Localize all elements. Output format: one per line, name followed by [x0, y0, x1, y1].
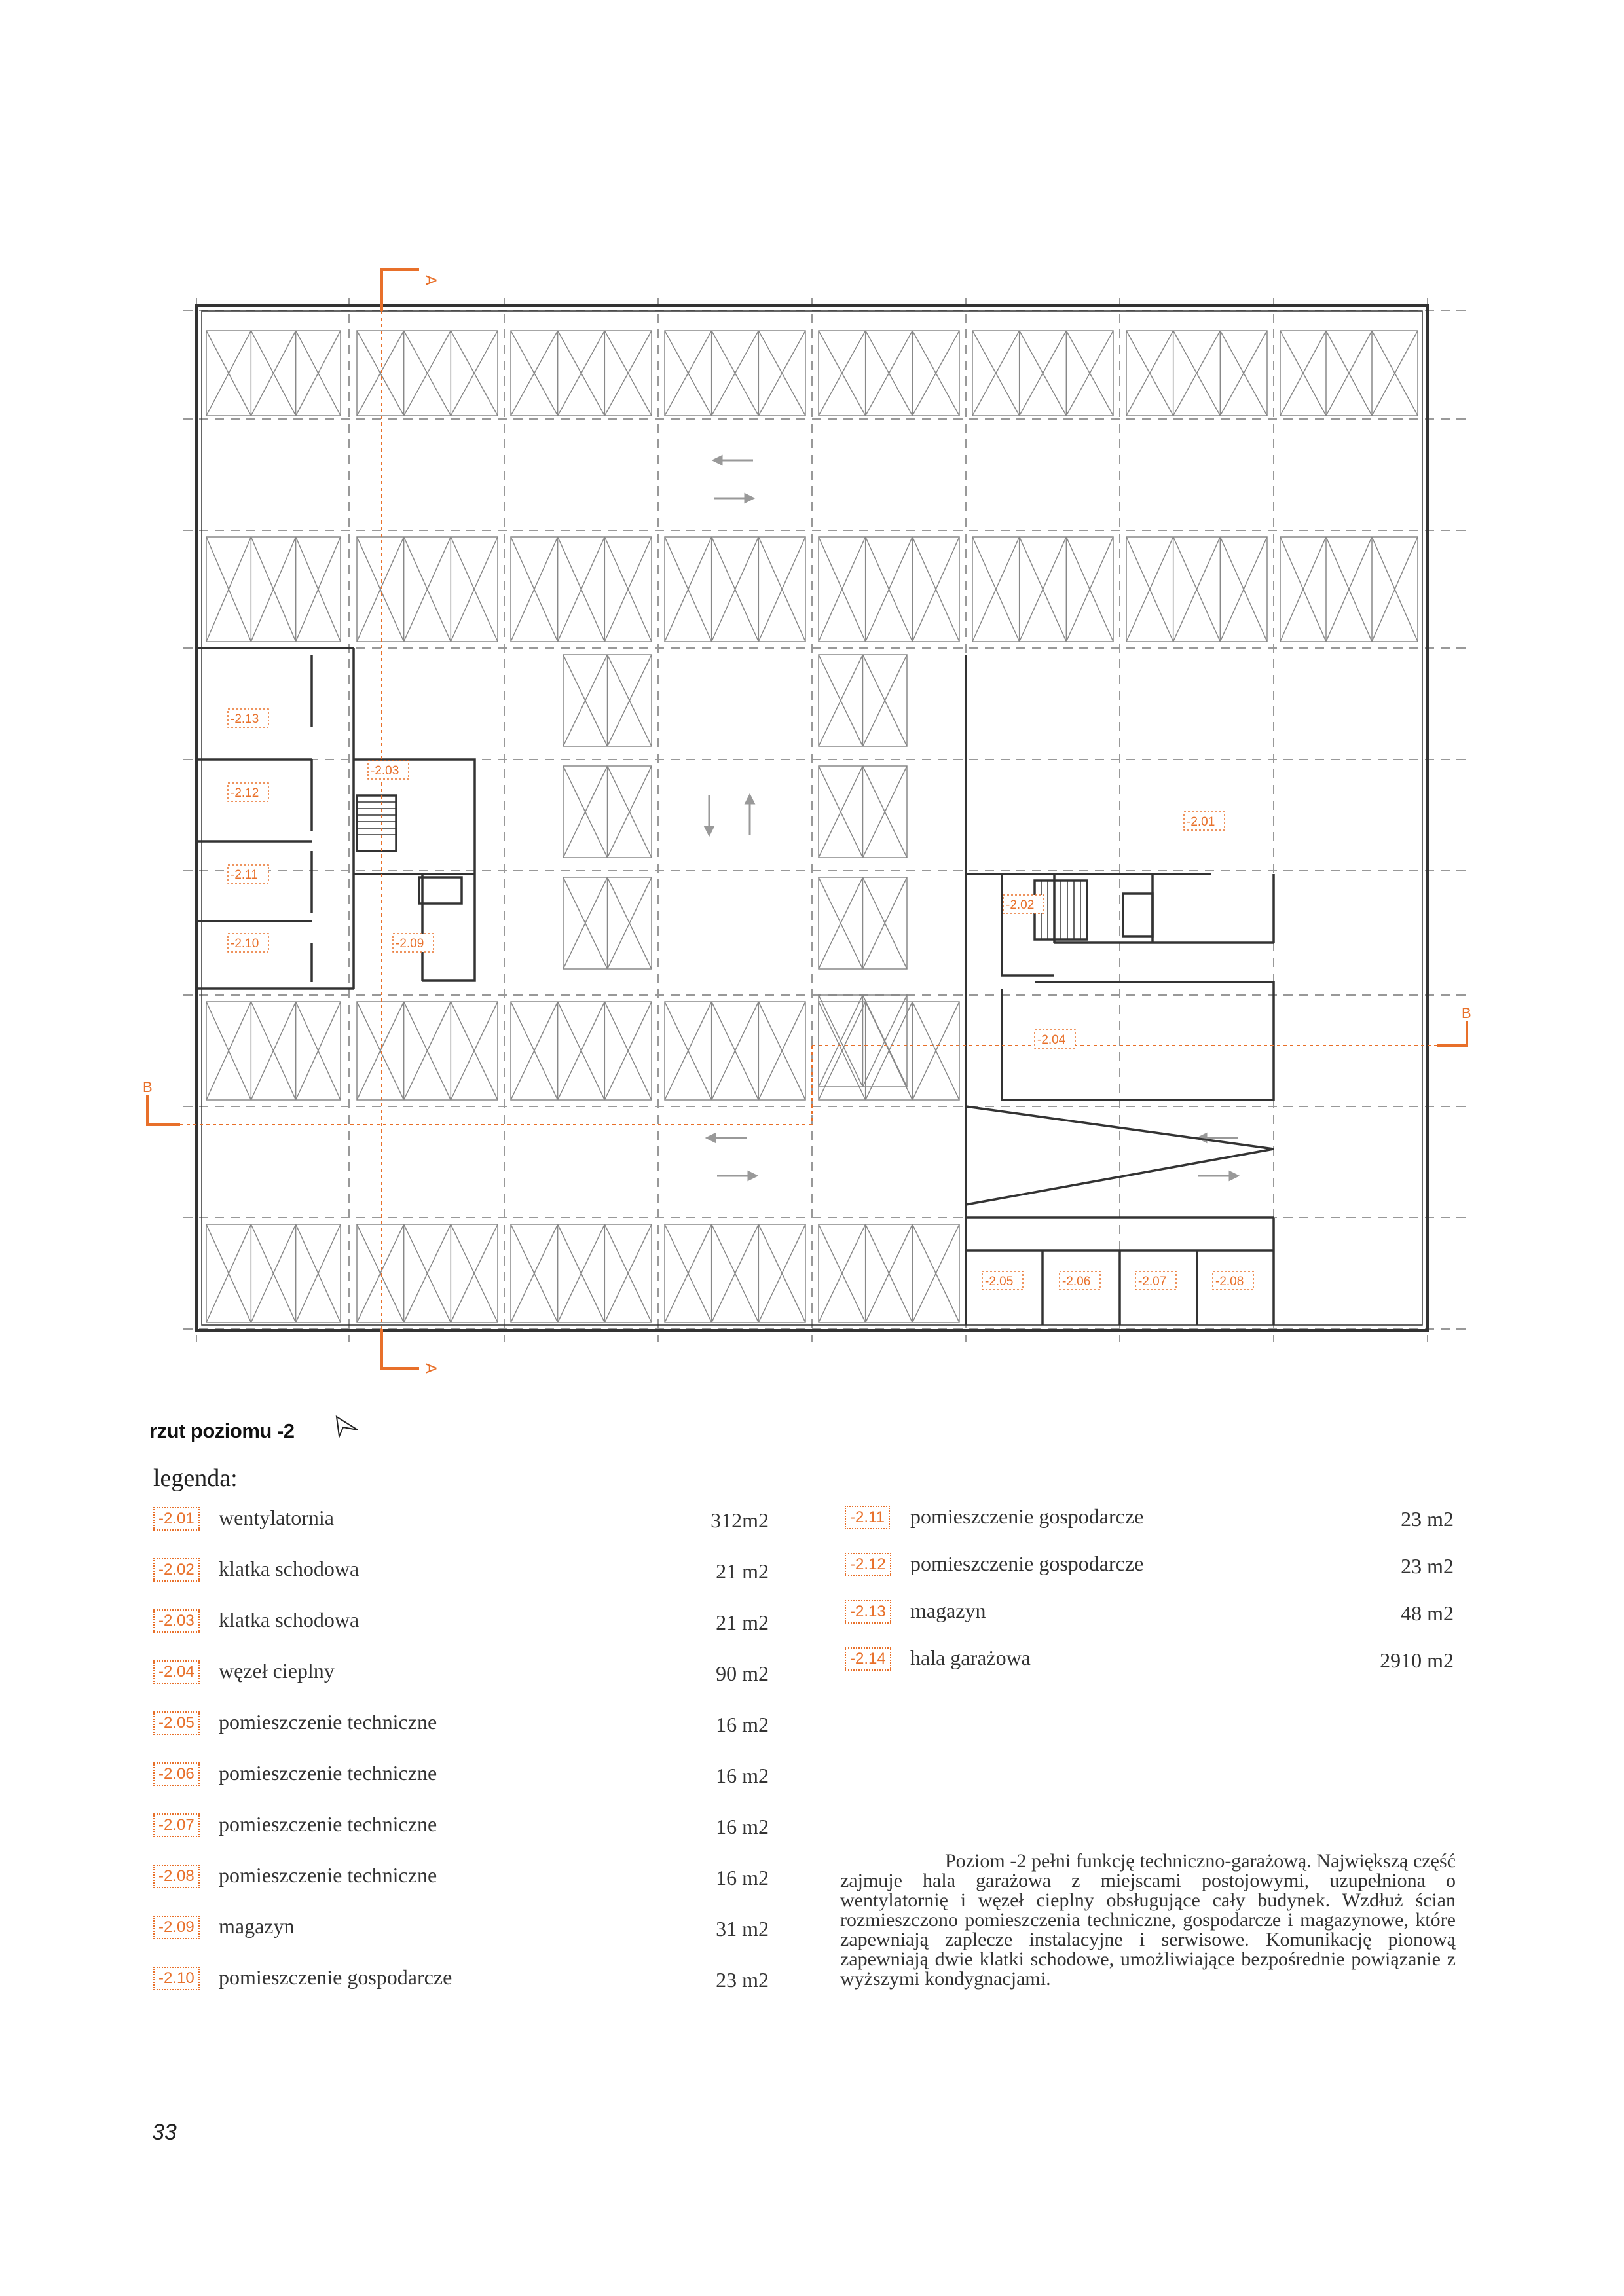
parking-bay	[819, 877, 907, 969]
parking-bay	[665, 1224, 805, 1322]
room-tag	[1213, 1271, 1253, 1290]
legend-row	[845, 1553, 1454, 1586]
parking-bay	[511, 331, 652, 416]
room-tag-label: -2.08	[1215, 1275, 1244, 1288]
room-tag	[1184, 812, 1225, 830]
legend-area: 23 m2	[1401, 1554, 1454, 1578]
legend-code: -2.12	[845, 1553, 891, 1576]
legend-name: magazyn	[219, 1914, 295, 1938]
legend-code: -2.11	[845, 1506, 890, 1529]
legend-row	[845, 1647, 1454, 1680]
legend-row	[153, 1813, 769, 1846]
legend-title: legenda:	[153, 1465, 238, 1492]
legend-area: 21 m2	[716, 1611, 769, 1634]
legend-name: hala garażowa	[910, 1646, 1031, 1669]
interior-walls	[196, 648, 1274, 1325]
room-tag-label: -2.06	[1062, 1275, 1091, 1288]
legend-row	[153, 1558, 769, 1591]
legend-area: 23 m2	[1401, 1507, 1454, 1531]
parking-bay	[206, 1002, 341, 1100]
legend-code: -2.10	[153, 1967, 200, 1990]
parking-bay	[819, 537, 959, 642]
parking-bay	[357, 537, 498, 642]
parking-bay	[511, 1002, 652, 1100]
legend-row	[153, 1711, 769, 1744]
room-tag	[368, 761, 409, 779]
room-tag-label: -2.09	[396, 937, 424, 951]
legend-area: 16 m2	[716, 1866, 769, 1889]
parking-bay	[563, 877, 652, 969]
legend-name: klatka schodowa	[219, 1557, 360, 1580]
description-paragraph: Poziom -2 pełni funkcję techniczno-garażową. Największą część zajmuje hala garażowa z miejscami postojowymi, uzupełniona o wentylatornię i węzeł cieplny obsługujące cały budynek. Wzdłuż ścian rozmieszczono pomieszczenia techniczne, gospodarcze i magazynowe, które zapewniają zaplecze instalacyjne i serwisowe. Komunikację pionową zapewniają dwie klatki schodowe, umożliwiające bezpośrednie powiązanie z wyższymi kondygnacjami.	[840, 1850, 1456, 1990]
room-tag-label: -2.01	[1187, 815, 1215, 829]
legend-code: -2.08	[153, 1865, 200, 1888]
legend-code: -2.07	[153, 1813, 200, 1837]
legend-name: węzeł cieplny	[219, 1659, 335, 1683]
parking-bay	[819, 766, 907, 858]
parking-bay	[819, 331, 959, 416]
parking-bay	[357, 331, 498, 416]
parking-bay	[1126, 537, 1267, 642]
legend-row	[153, 1916, 769, 1948]
parking-bay	[1280, 537, 1418, 642]
room-tag	[393, 934, 434, 952]
room-tag-label: -2.02	[1006, 898, 1035, 912]
structural-grid	[183, 298, 1467, 1342]
room-tag	[228, 709, 268, 727]
parking-bay	[819, 1002, 959, 1100]
parking-bay	[206, 331, 341, 416]
parking-bay	[819, 1224, 959, 1322]
parking-bay	[206, 1224, 341, 1322]
parking-bay	[819, 655, 907, 746]
room-tag-label: -2.04	[1037, 1033, 1066, 1047]
legend-code: -2.09	[153, 1916, 200, 1939]
legend-code: -2.13	[845, 1600, 891, 1624]
parking-bay	[563, 766, 652, 858]
parking-bay	[972, 537, 1113, 642]
legend-name: pomieszczenie techniczne	[219, 1761, 437, 1785]
legend-area: 2910 m2	[1380, 1649, 1454, 1672]
room-tag	[1003, 895, 1044, 913]
legend-area: 48 m2	[1401, 1601, 1454, 1625]
legend-code: -2.06	[153, 1762, 200, 1786]
plan-caption: rzut poziomu -2	[149, 1419, 295, 1442]
legend-area: 23 m2	[716, 1968, 769, 1992]
parking-bay	[563, 655, 652, 746]
legend-code: -2.14	[845, 1647, 891, 1671]
legend-row	[845, 1600, 1454, 1633]
page-number: 33	[152, 2120, 177, 2145]
legend-code: -2.02	[153, 1558, 200, 1582]
legend-name: pomieszczenie gospodarcze	[219, 1965, 452, 1989]
legend-row	[153, 1967, 769, 1999]
room-tag-label: -2.10	[231, 937, 259, 951]
legend-area: 90 m2	[716, 1662, 769, 1685]
legend-name: pomieszczenie gospodarcze	[910, 1552, 1144, 1575]
legend-area: 21 m2	[716, 1559, 769, 1583]
room-tag-label: -2.11	[231, 868, 258, 882]
room-tag	[1035, 1030, 1075, 1048]
parking-bay	[665, 537, 805, 642]
legend-name: pomieszczenie techniczne	[219, 1710, 437, 1734]
legend-name: klatka schodowa	[219, 1608, 360, 1631]
parking-bay	[665, 1002, 805, 1100]
legend-area: 16 m2	[716, 1815, 769, 1838]
north-arrow-icon	[334, 1413, 360, 1439]
legend-name: pomieszczenie gospodarcze	[910, 1504, 1144, 1528]
parking-bay	[357, 1224, 498, 1322]
room-tag	[982, 1271, 1023, 1290]
legend-name: pomieszczenie techniczne	[219, 1812, 437, 1836]
legend-row	[153, 1865, 769, 1897]
section-label-b-left: B	[143, 1079, 153, 1095]
parking-bay	[1280, 331, 1418, 416]
parking-bay	[972, 331, 1113, 416]
legend-code: -2.05	[153, 1711, 200, 1735]
legend-area: 16 m2	[716, 1713, 769, 1736]
room-tag	[228, 934, 268, 952]
legend-code: -2.01	[153, 1507, 200, 1531]
legend-area: 312m2	[710, 1508, 769, 1532]
parking-bay	[206, 537, 341, 642]
room-tag-label: -2.12	[231, 786, 259, 800]
parking-bay	[511, 537, 652, 642]
legend-row	[153, 1609, 769, 1642]
legend-row	[153, 1660, 769, 1693]
legend-area: 16 m2	[716, 1764, 769, 1787]
legend-name: wentylatornia	[219, 1506, 334, 1529]
parking-bay	[665, 331, 805, 416]
room-tag	[1060, 1271, 1100, 1290]
room-tag-label: -2.07	[1138, 1275, 1167, 1288]
section-label-b-right: B	[1462, 1005, 1471, 1021]
legend-area: 31 m2	[716, 1917, 769, 1941]
section-label-a-bottom: A	[422, 1363, 439, 1374]
legend-row	[153, 1762, 769, 1795]
room-tag-label: -2.13	[231, 712, 259, 726]
room-tag-label: -2.03	[371, 764, 399, 778]
legend-name: magazyn	[910, 1599, 986, 1622]
section-label-a-top: A	[422, 275, 439, 286]
legend-name: pomieszczenie techniczne	[219, 1863, 437, 1887]
legend-row	[845, 1506, 1454, 1539]
parking-bay	[357, 1002, 498, 1100]
legend-row	[153, 1507, 769, 1540]
room-tag	[228, 783, 268, 801]
parking-bay	[511, 1224, 652, 1322]
traffic-arrows	[705, 456, 1238, 1180]
room-tag-label: -2.05	[985, 1275, 1014, 1288]
room-tag	[1135, 1271, 1176, 1290]
legend-code: -2.04	[153, 1660, 200, 1684]
legend-code: -2.03	[153, 1609, 200, 1633]
parking-bay	[1126, 331, 1267, 416]
room-tag	[228, 865, 268, 883]
